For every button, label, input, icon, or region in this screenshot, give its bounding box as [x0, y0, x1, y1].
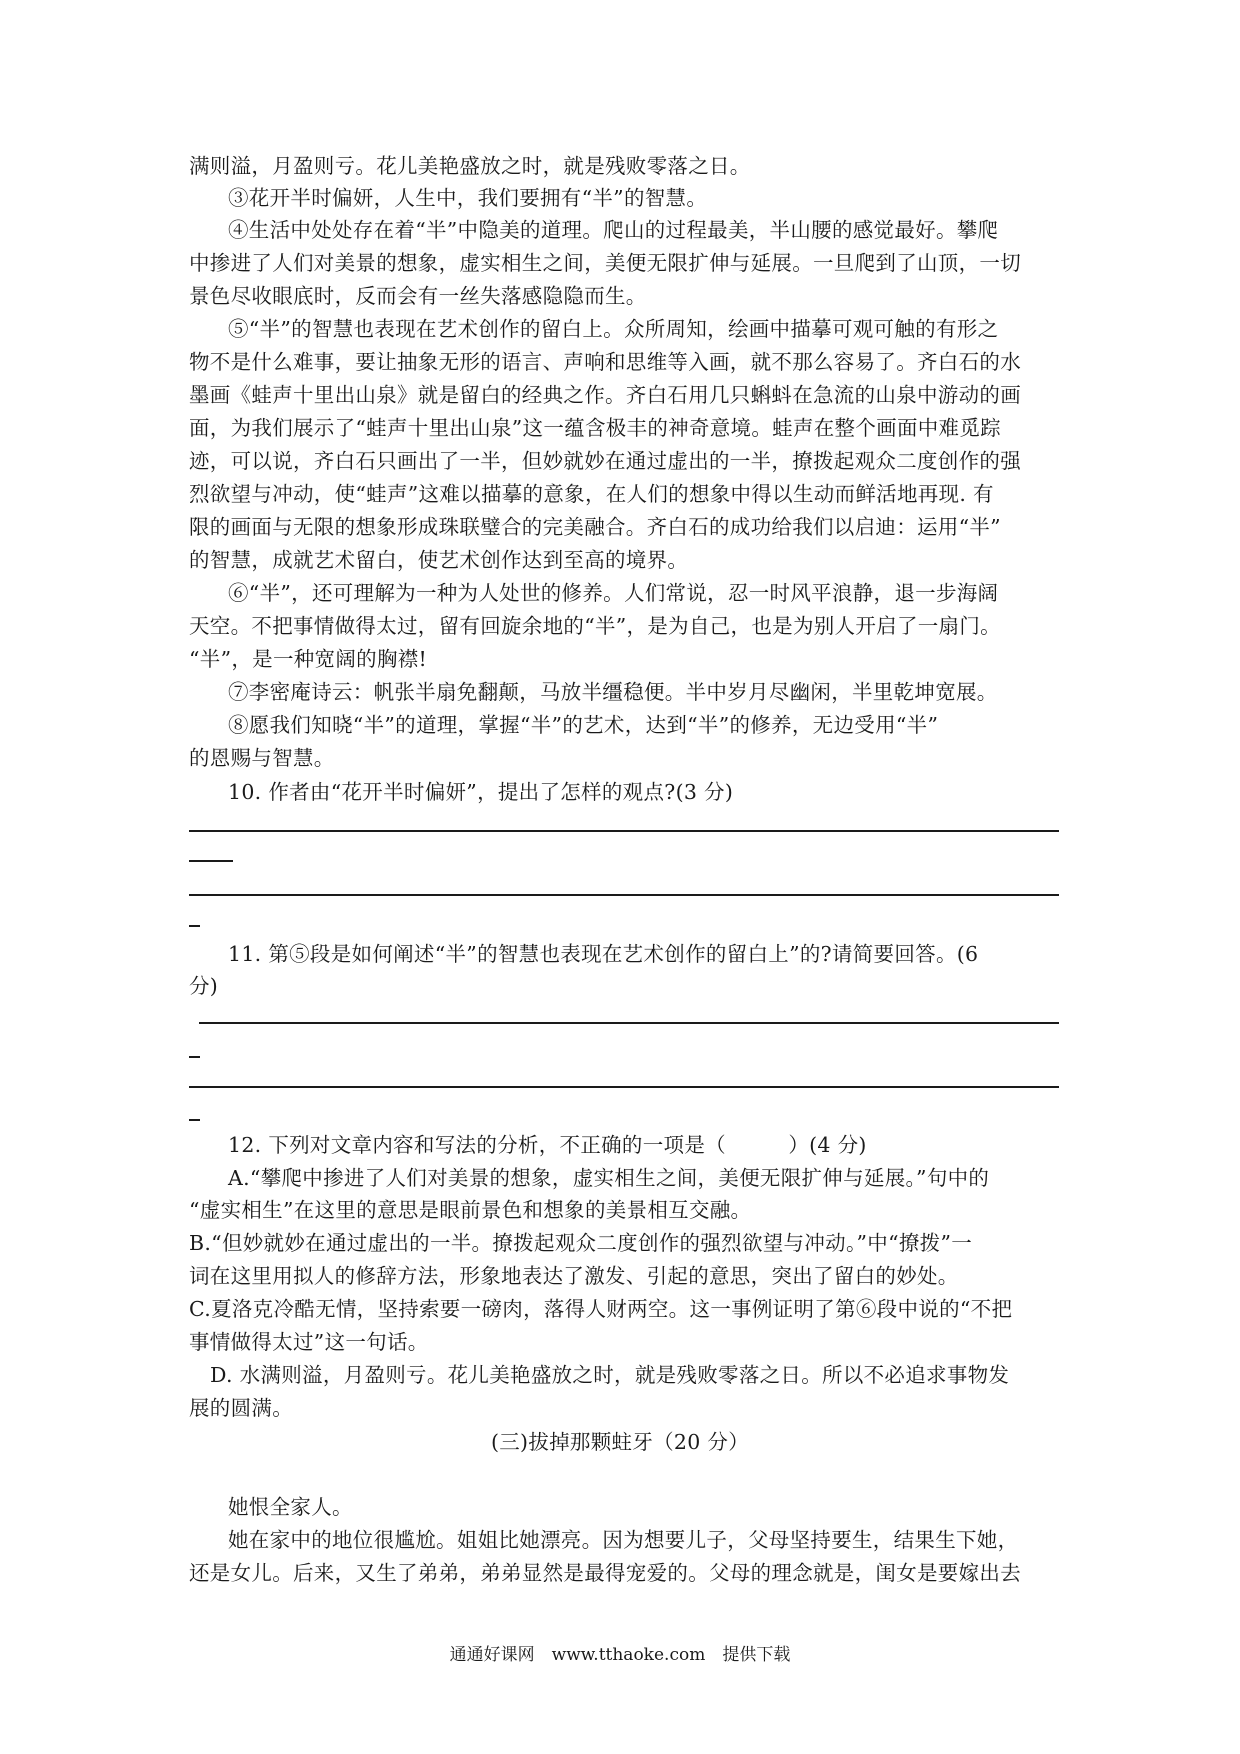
answer-line[interactable]: [189, 1086, 1059, 1088]
passage-line: ④生活中处处存在着“半”中隐美的道理。爬山的过程最美，半山腰的感觉最好。攀爬: [228, 218, 999, 242]
question-11: 11. 第⑤段是如何阐述“半”的智慧也表现在艺术创作的留白上”的?请简要回答。(6: [228, 942, 979, 966]
story-paragraph-cont: 还是女儿。后来，又生了弟弟，弟弟显然是最得宠爱的。父母的理念就是，闺女是要嫁出去: [189, 1561, 1021, 1585]
option-b: B.“但妙就妙在通过虚出的一半。撩拨起观众二度创作的强烈欲望与冲动。”中“撩拨”一: [189, 1231, 973, 1255]
page-footer: 通通好课网 www.tthaoke.com 提供下载: [449, 1645, 791, 1665]
option-c-cont: 事情做得太过”这一句话。: [189, 1330, 429, 1354]
option-b-cont: 词在这里用拟人的修辞方法，形象地表达了激发、引起的意思，突出了留白的妙处。: [189, 1264, 959, 1288]
section-title: (三)拔掉那颗蛀牙（20 分）: [490, 1430, 750, 1454]
option-c: C.夏洛克冷酷无情，坚持索要一磅肉，落得人财两空。这一事例证明了第⑥段中说的“不把: [189, 1297, 1013, 1321]
passage-line: ⑥“半”，还可理解为一种为人处世的修养。人们常说，忍一时风平浪静，退一步海阔: [228, 581, 999, 605]
question-10: 10. 作者由“花开半时偏妍”，提出了怎样的观点?(3 分): [228, 780, 734, 804]
passage-line: 景色尽收眼底时，反而会有一丝失落感隐隐而生。: [189, 284, 647, 308]
passage-line: 面，为我们展示了“蛙声十里出山泉”这一蕴含极丰的神奇意境。蛙声在整个画面中难觅踪: [189, 416, 1001, 440]
passage-line: ③花开半时偏妍，人生中，我们要拥有“半”的智慧。: [228, 186, 708, 210]
passage-line: 的智慧，成就艺术留白，使艺术创作达到至高的境界。: [189, 548, 689, 572]
option-a-cont: “虚实相生”在这里的意思是眼前景色和想象的美景相互交融。: [189, 1198, 752, 1222]
answer-line-stub: [189, 925, 200, 927]
passage-line: “半”，是一种宽阔的胸襟!: [189, 647, 428, 671]
passage-line: 物不是什么难事，要让抽象无形的语言、声响和思维等入画，就不那么容易了。齐白石的水: [189, 350, 1021, 374]
option-a: A.“攀爬中掺进了人们对美景的想象，虚实相生之间，美便无限扩伸与延展。”句中的: [228, 1166, 990, 1190]
passage-line: ⑦李密庵诗云：帆张半扇免翻颠，马放半缰稳便。半中岁月尽幽闲，半里乾坤宽展。: [228, 680, 998, 704]
answer-line[interactable]: [189, 830, 1059, 832]
answer-line-stub: [189, 1119, 200, 1121]
passage-line: 烈欲望与冲动，使“蛙声”这难以描摹的意象，在人们的想象中得以生动而鲜活地再现. 有: [189, 482, 994, 506]
passage-line: 天空。不把事情做得太过，留有回旋余地的“半”，是为自己，也是为别人开启了一扇门。: [189, 614, 1001, 638]
passage-line: 墨画《蛙声十里出山泉》就是留白的经典之作。齐白石用几只蝌蚪在急流的山泉中游动的画: [189, 383, 1021, 407]
passage-line: 满则溢，月盈则亏。花儿美艳盛放之时，就是残败零落之日。: [189, 154, 751, 178]
answer-line-stub: [189, 860, 233, 862]
answer-line[interactable]: [189, 894, 1059, 896]
question-12: 12. 下列对文章内容和写法的分析，不正确的一项是（ ）(4 分): [228, 1133, 867, 1157]
option-d-cont: 展的圆满。: [189, 1396, 293, 1420]
answer-line-stub: [189, 1056, 200, 1058]
passage-line: ⑧愿我们知晓“半”的道理，掌握“半”的艺术，达到“半”的修养，无边受用“半”: [228, 713, 939, 737]
question-11-cont: 分): [189, 974, 219, 998]
passage-line: 中掺进了人们对美景的想象，虚实相生之间，美便无限扩伸与延展。一旦爬到了山顶，一切: [189, 251, 1021, 275]
answer-line[interactable]: [199, 1022, 1059, 1024]
option-d: D. 水满则溢，月盈则亏。花儿美艳盛放之时，就是残败零落之日。所以不必追求事物发: [210, 1363, 1010, 1387]
story-paragraph: 她恨全家人。: [228, 1495, 353, 1519]
passage-line: 的恩赐与智慧。: [189, 746, 335, 770]
story-paragraph: 她在家中的地位很尴尬。姐姐比她漂亮。因为想要儿子，父母坚持要生，结果生下她，: [228, 1528, 1019, 1552]
passage-line: ⑤“半”的智慧也表现在艺术创作的留白上。众所周知，绘画中描摹可观可触的有形之: [228, 317, 999, 341]
passage-line: 限的画面与无限的想象形成珠联璧合的完美融合。齐白石的成功给我们以启迪：运用“半”: [189, 515, 1001, 539]
passage-line: 迹，可以说，齐白石只画出了一半，但妙就妙在通过虚出的一半，撩拨起观众二度创作的强: [189, 449, 1021, 473]
